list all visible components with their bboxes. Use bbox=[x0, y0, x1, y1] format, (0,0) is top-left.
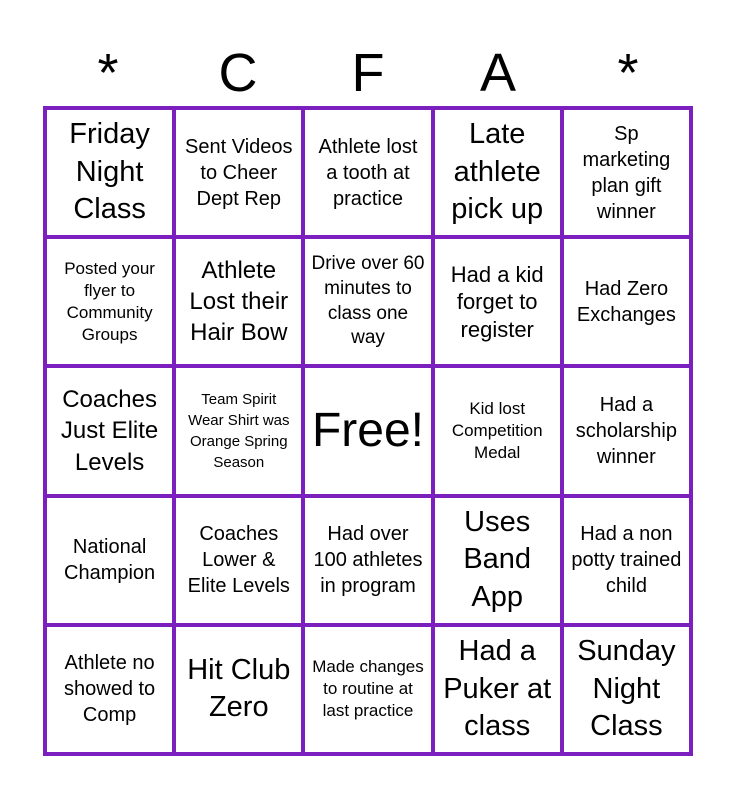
bingo-cell-text: Late athlete pick up bbox=[451, 118, 544, 226]
bingo-cell-text: Had a Puker at class bbox=[443, 634, 552, 743]
header-letter-5: * bbox=[617, 43, 639, 103]
bingo-cell-text: Kid lost Competition Medal bbox=[451, 398, 543, 463]
bingo-cell-text: Had a non potty trained child bbox=[571, 523, 682, 598]
bingo-cell[interactable] bbox=[303, 108, 432, 237]
bingo-cell[interactable] bbox=[174, 625, 303, 754]
bingo-cell-text: Had over 100 athletes in program bbox=[313, 523, 423, 598]
bingo-cell-text: Friday Night Class bbox=[69, 118, 150, 226]
free-space-text: Free! bbox=[311, 403, 424, 457]
bingo-cell-text: Had Zero Exchanges bbox=[576, 277, 676, 326]
bingo-cell[interactable] bbox=[562, 108, 691, 237]
bingo-cell[interactable] bbox=[433, 366, 562, 495]
bingo-cell-text: Coaches Lower & Elite Levels bbox=[187, 523, 290, 598]
bingo-cell[interactable] bbox=[433, 108, 562, 237]
bingo-cell-text: Athlete no showed to Comp bbox=[64, 652, 156, 727]
bingo-cell-text: Had a kid forget to register bbox=[450, 261, 544, 342]
bingo-cell-text: Coaches Just Elite Levels bbox=[60, 386, 159, 476]
bingo-cell-text: Sp marketing plan gift winner bbox=[582, 122, 671, 223]
bingo-cell-text: Drive over 60 minutes to class one way bbox=[311, 253, 425, 349]
bingo-cell[interactable] bbox=[174, 108, 303, 237]
header-letter-4: A bbox=[479, 43, 517, 103]
bingo-cell[interactable] bbox=[303, 237, 432, 366]
bingo-cell-text: Hit Club Zero bbox=[187, 653, 291, 724]
header-letter-2: C bbox=[218, 43, 258, 103]
free-space-cell[interactable] bbox=[303, 366, 432, 495]
bingo-cell[interactable] bbox=[45, 625, 174, 754]
bingo-cell-text: Sent Videos to Cheer Dept Rep bbox=[185, 135, 293, 210]
bingo-cell[interactable] bbox=[562, 366, 691, 495]
bingo-cell-text: Uses Band App bbox=[463, 505, 532, 614]
bingo-cell[interactable] bbox=[433, 237, 562, 366]
bingo-cell-text: Team Spirit Wear Shirt was Orange Spring Season bbox=[188, 390, 290, 471]
bingo-cell[interactable] bbox=[45, 237, 174, 366]
bingo-cell[interactable] bbox=[174, 366, 303, 495]
bingo-cell-text: Athlete Lost their Hair Bow bbox=[189, 257, 289, 347]
bingo-cell[interactable] bbox=[174, 496, 303, 625]
bingo-cell[interactable] bbox=[303, 496, 432, 625]
bingo-cell[interactable] bbox=[45, 496, 174, 625]
bingo-cell[interactable] bbox=[433, 625, 562, 754]
bingo-cell[interactable] bbox=[45, 366, 174, 495]
header-letter-3: F bbox=[351, 43, 385, 103]
header-letter-1: * bbox=[97, 43, 119, 103]
bingo-cell-text: National Champion bbox=[64, 536, 156, 585]
bingo-cell-text: Sunday Night Class bbox=[577, 634, 676, 743]
bingo-header bbox=[43, 40, 693, 106]
bingo-cell[interactable] bbox=[433, 496, 562, 625]
bingo-card-grid bbox=[43, 106, 693, 756]
bingo-cell[interactable] bbox=[303, 625, 432, 754]
bingo-cell-text: Athlete lost a tooth at practice bbox=[318, 135, 418, 210]
bingo-cell-text: Posted your flyer to Community Groups bbox=[64, 258, 155, 344]
bingo-cell[interactable] bbox=[562, 625, 691, 754]
bingo-cell[interactable] bbox=[174, 237, 303, 366]
bingo-cell[interactable] bbox=[45, 108, 174, 237]
bingo-cell[interactable] bbox=[562, 496, 691, 625]
bingo-cell[interactable] bbox=[562, 237, 691, 366]
bingo-cell-text: Made changes to routine at last practice bbox=[312, 657, 424, 721]
bingo-cell-text: Had a scholarship winner bbox=[575, 393, 677, 468]
